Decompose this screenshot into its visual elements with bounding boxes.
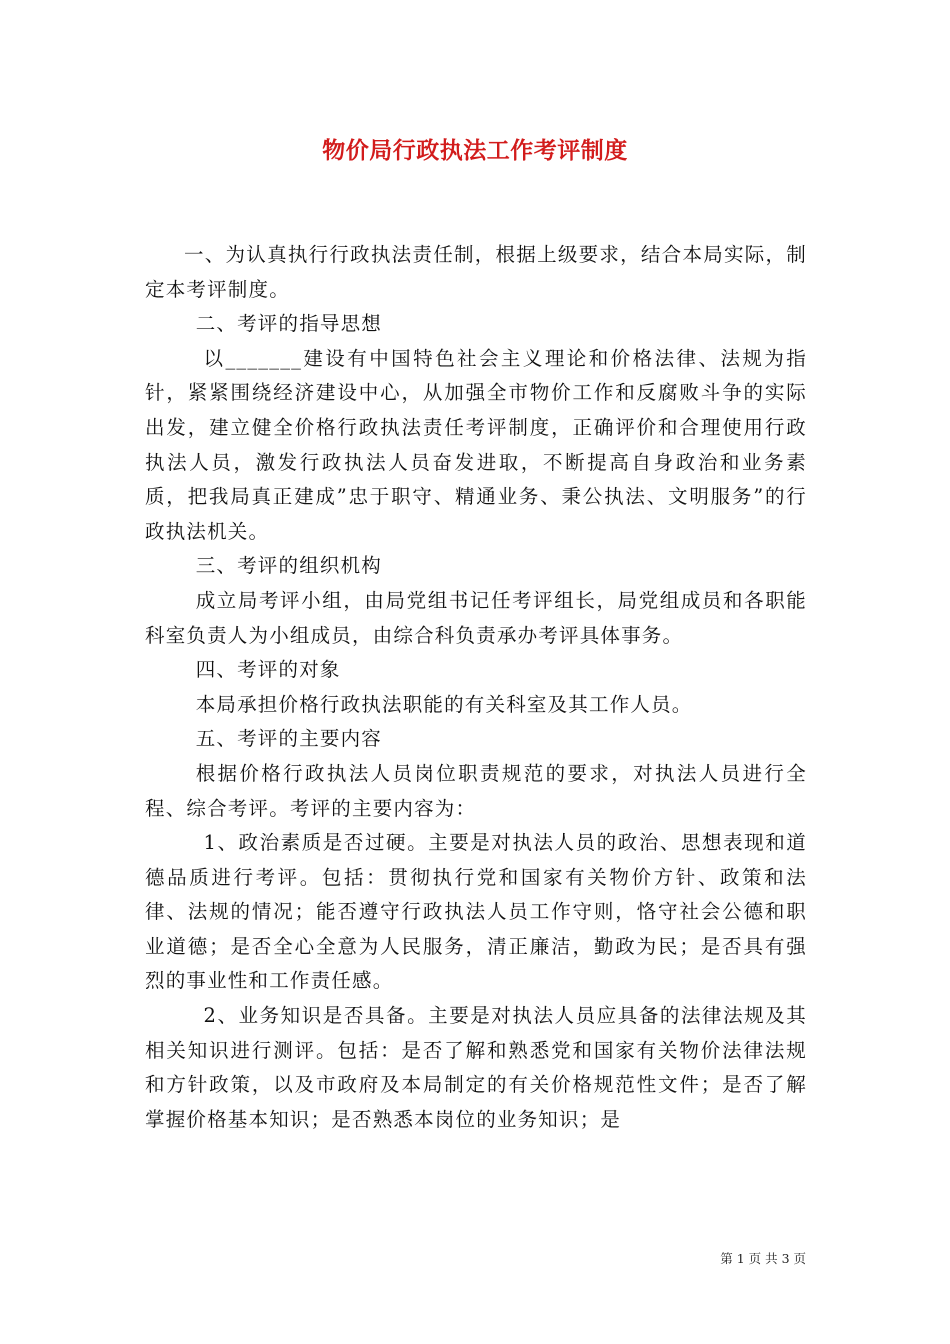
document-body [145, 238, 807, 1137]
paragraph-1: 一、为认真执行行政执法责任制，根据上级要求，结合本局实际，制定本考评制度。 [145, 243, 807, 301]
paragraph-organization: 成立局考评小组，由局党组书记任考评组长，局党组成员和各职能科室负责人为小组成员，由综合科负责承办考评具体事务。 [145, 588, 807, 647]
paragraph-political-quality: 1、政治素质是否过硬。主要是对执法人员的政治、思想表现和道德品质进行考评。包括：贯彻执行党和国家有关物价方针、政策和法律、法规的情况；能否遵守行政执法人员工作守则，恪守社会公德和职业道德；是否全心全意为人民服务，清正廉洁，勤政为民；是否具有强烈的事业性和工作责任感。 [145, 831, 807, 993]
section-heading-2: 二、考评的指导思想 [195, 312, 382, 336]
paragraph-objects: 本局承担价格行政执法职能的有关科室及其工作人员。 [195, 692, 693, 716]
section-heading-3: 三、考评的组织机构 [195, 554, 382, 578]
paragraph-business-knowledge: 2、业务知识是否具备。主要是对执法人员应具备的法律法规及其相关知识进行测评。包括：是否了解和熟悉党和国家有关物价法律法规和方针政策，以及市政府及本局制定的有关价格规范性文件；是否了解掌握价格基本知识；是否熟悉本岗位的业务知识；是 [145, 1004, 807, 1131]
section-heading-5: 五、考评的主要内容 [195, 727, 382, 751]
page-number: 第 1 页 共 3 页 [720, 1251, 806, 1266]
document-title: 物价局行政执法工作考评制度 [322, 137, 628, 164]
section-heading-4: 四、考评的对象 [195, 658, 341, 682]
paragraph-main-content: 根据价格行政执法人员岗位职责规范的要求，对执法人员进行全程、综合考评。考评的主要内容为： [145, 761, 807, 820]
paragraph-guiding-thought: 以_______建设有中国特色社会主义理论和价格法律、法规为指针，紧紧围绕经济建设中心，从加强全市物价工作和反腐败斗争的实际出发，建立健全价格行政执法责任考评制度，正确评价和合理使用行政执法人员，激发行政执法人员奋发进取，不断提高自身政治和业务素质，把我局真正建成”忠于职守、精通业务、秉公执法、文明服务”的行政执法机关。 [145, 346, 807, 543]
